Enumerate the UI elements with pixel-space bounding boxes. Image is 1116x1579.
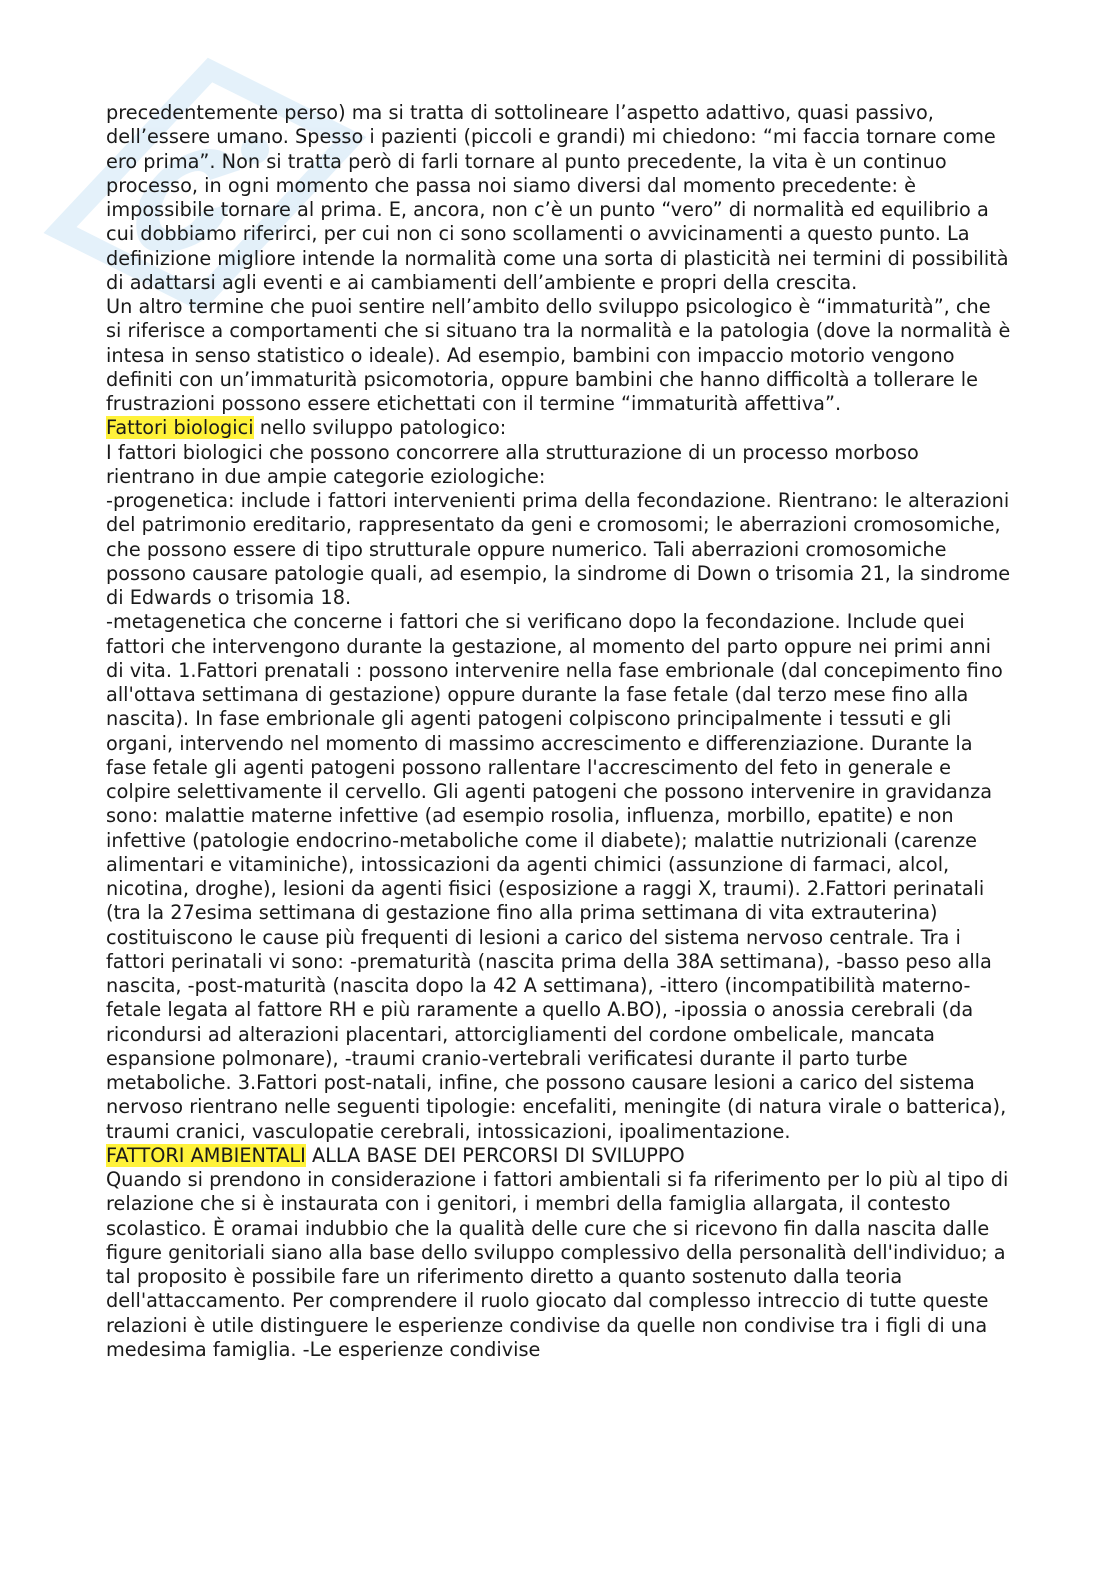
document-page bbox=[106, 101, 1011, 1362]
heading-fattori-ambientali-rest: ALLA BASE DEI PERCORSI DI SVILUPPO bbox=[305, 1143, 685, 1167]
heading-fattori-biologici bbox=[106, 416, 1011, 440]
paragraph-progenetica: -progenetica: include i fattori intervenienti prima della fecondazione. Rientrano: le alterazioni del patrimonio ereditario, rappresentato da geni e cromosomi; le aberrazioni cromosomiche, che possono essere di tipo strutturale oppure numerico. Tali aberrazioni cromosomiche possono causare patologie quali, ad esempio, la sindrome di Down o trisomia 21, la sindrome di Edwards o trisomia 18. bbox=[106, 489, 1011, 609]
heading-fattori-ambientali bbox=[106, 1144, 1011, 1168]
paragraph-categorie-eziologiche: I fattori biologici che possono concorrere alla strutturazione di un processo morboso rientrano in due ampie categorie eziologiche: bbox=[106, 440, 919, 488]
paragraph-metagenetica: -metagenetica che concerne i fattori che si verificano dopo la fecondazione. Include quei fattori che intervengono durante la gestazione, al momento del parto oppure nei primi anni di vita. 1.Fattori prenatali : possono intervenire nella fase embrionale (dal concepimento fino all'ottava settimana di gestazione) oppure durante la fase fetale (dal terzo mese fino alla nascita). In fase embrionale gli agenti patogeni colpiscono principalmente i tessuti e gli organi, intervendo nel momento di massimo accrescimento e differenziazione. Durante la fase fetale gli agenti patogeni possono rallentare l'accrescimento del feto in generale e colpire selettivamente il cervello. Gli agenti patogeni che possono intervenire in gravidanza sono: malattie materne infettive (ad esempio rosolia, influenza, morbillo, epatite) e non infettive (patologie endocrino-metaboliche come il diabete); malattie nutrizionali (carenze alimentari e vitaminiche), intossicazioni da agenti chimici (assunzione di farmaci, alcol, nicotina, droghe), lesioni da agenti fisici (esposizione a raggi X, traumi). 2.Fattori perinatali (tra la 27esima settimana di gestazione fino alla prima settimana di vita extrauterina) costituiscono le cause più frequenti di lesioni a carico del sistema nervoso centrale. Tra i fattori perinatali vi sono: -prematurità (nascita prima della 38A settimana), -basso peso alla nascita, -post-maturità (nascita dopo la 42 A settimana), -ittero (incompatibilità materno-fetale legata al fattore RH e più raramente a quello A.BO), -ipossia o anossia cerebrali (da ricondursi ad alterazioni placentari, attorcigliamenti del cordone ombelicale, mancata espansione polmonare), -traumi cranio-vertebrali verificatesi durante il parto turbe metaboliche. 3.Fattori post-natali, infine, che possono causare lesioni a carico del sistema nervoso rientrano nelle seguenti tipologie: encefaliti, meningite (di natura virale o batterica), traumi cranici, vasculopatie cerebrali, intossicazioni, ipoalimentazione. bbox=[106, 610, 1007, 1143]
highlight-fattori-ambientali: FATTORI AMBIENTALI bbox=[106, 1143, 306, 1167]
heading-fattori-biologici-rest: nello sviluppo patologico: bbox=[253, 416, 507, 440]
paragraph-normalita: precedentemente perso) ma si tratta di sottolineare l’aspetto adattivo, quasi passivo, dell’essere umano. Spesso i pazienti (piccoli e grandi) mi chiedono: “mi faccia tornare come ero prima”. Non si tratta però di farli tornare al punto precedente, la vita è un continuo processo, in ogni momento che passa noi siamo diversi dal momento precedente: è impossibile tornare al prima. E, ancora, non c’è un punto “vero” di normalità ed equilibrio a cui dobbiamo riferirci, per cui non ci sono scollamenti o avvicinamenti a questo punto. La definizione migliore intende la normalità come una sorta di plasticità nei termini di possibilità di adattarsi agli eventi e ai cambiamenti dell’ambiente e propri della crescita. bbox=[106, 101, 1009, 294]
highlight-fattori-biologici: Fattori biologici bbox=[106, 416, 254, 440]
paragraph-fattori-ambientali: Quando si prendono in considerazione i fattori ambientali si fa riferimento per lo più al tipo di relazione che si è instaurata con i genitori, i membri della famiglia allargata, il contesto scolastico. È oramai indubbio che la qualità delle cure che si ricevono fin dalla nascita dalle figure genitoriali siano alla base dello sviluppo complessivo della personalità dell'individuo; a tal proposito è possibile fare un riferimento diretto a quanto sostenuto dalla teoria dell'attaccamento. Per comprendere il ruolo giocato dal complesso intreccio di tutte queste relazioni è utile distinguere le esperienze condivise da quelle non condivise tra i figli di una medesima famiglia. -Le esperienze condivise bbox=[106, 1168, 1009, 1361]
paragraph-immaturita: Un altro termine che puoi sentire nell’ambito dello sviluppo psicologico è “immaturità”, che si riferisce a comportamenti che si situano tra la normalità e la patologia (dove la normalità è intesa in senso statistico o ideale). Ad esempio, bambini con impaccio motorio vengono definiti con un’immaturità psicomotoria, oppure bambini che hanno difficoltà a tollerare le frustrazioni possono essere etichettati con il termine “immaturità affettiva”. bbox=[106, 295, 1011, 415]
